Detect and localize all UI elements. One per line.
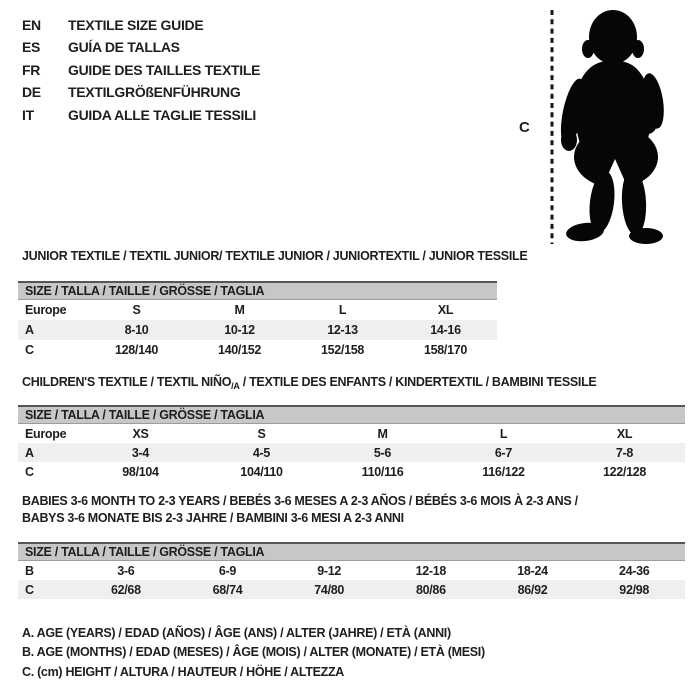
height-cell: 140/152 [217,343,262,357]
age-cell: 6-9 [218,563,237,578]
babies-section-title [22,493,578,527]
language-list [22,14,260,126]
table-row-height [18,462,685,481]
children-section-title [22,375,596,391]
age-cell: 9-12 [317,563,342,578]
legend-line-b: B. AGE (MONTHS) / EDAD (MESES) / ÂGE (MOIS) / ALTER (MONATE) / ETÀ (MESI) [22,645,485,660]
row-label: C [25,343,34,357]
language-code: FR [22,61,41,78]
height-cell: 122/128 [602,464,647,479]
language-label: GUIDA ALLE TAGLIE TESSILI [68,106,256,123]
size-header-bar: SIZE / TALLA / TAILLE / GRÖSSE / TAGLIA [18,542,685,561]
size-header-bar: SIZE / TALLA / TAILLE / GRÖSSE / TAGLIA [18,281,497,300]
language-row-fr [22,59,260,81]
size-cell: XL [616,426,633,441]
babies-title-line2: BABYS 3-6 MONATE BIS 2-3 JAHRE / BAMBINI 3-6 MESI A 2-3 ANNI [22,511,404,525]
age-cell: 8-10 [124,323,149,337]
row-label: Europe [25,303,67,317]
size-cell: S [257,426,266,441]
height-cell: 80/86 [415,582,446,597]
height-cell: 86/92 [517,582,548,597]
measurement-legend [22,624,485,682]
babies-size-table [18,542,685,599]
language-code: IT [22,106,34,123]
row-label: B [25,563,34,578]
babies-title-line1: BABIES 3-6 MONTH TO 2-3 YEARS / BEBÉS 3-6 MESES A 2-3 AÑOS / BÉBÉS 3-6 MOIS À 2-3 ANS / [22,494,578,508]
children-size-table [18,405,685,481]
size-cell: L [499,426,508,441]
size-cell: M [377,426,388,441]
language-row-en [22,14,260,36]
height-measure-label: C [519,119,530,136]
age-cell: 7-8 [615,445,634,460]
height-dashed-line-icon [550,10,554,244]
junior-size-table [18,281,497,360]
language-row-es [22,36,260,58]
language-row-de [22,81,260,103]
age-cell: 24-36 [618,563,650,578]
language-label: TEXTILGRÖßENFÜHRUNG [68,84,241,101]
age-cell: 6-7 [494,445,513,460]
language-code: ES [22,39,41,56]
table-row-height [18,340,497,360]
age-cell: 3-4 [131,445,150,460]
height-cell: 98/104 [122,464,159,479]
language-label: GUIDE DES TAILLES TEXTILE [68,61,261,78]
table-row-height [18,580,685,599]
age-cell: 3-6 [117,563,135,578]
legend-line-a: A. AGE (YEARS) / EDAD (AÑOS) / ÂGE (ANS) / ALTER (JAHRE) / ETÀ (ANNI) [22,626,451,640]
size-cell: L [338,303,347,317]
height-cell: 128/140 [114,343,159,357]
height-cell: 62/68 [110,582,141,597]
age-cell: 12-13 [327,323,358,337]
language-label: GUÍA DE TALLAS [68,39,180,56]
language-row-it [22,104,260,126]
age-cell: 4-5 [252,445,271,460]
height-cell: 74/80 [314,582,345,597]
age-cell: 14-16 [430,323,461,337]
row-label: C [25,464,34,479]
size-cell: XS [132,426,149,441]
height-cell: 92/98 [619,582,650,597]
height-cell: 104/110 [240,464,283,479]
height-cell: 152/158 [320,343,365,357]
children-title-part2: / TEXTILE DES ENFANTS / KINDERTEXTIL / BAMBINI TESSILE [239,375,597,389]
row-label: A [25,323,34,337]
table-row-europe [18,300,497,320]
age-cell: 18-24 [517,563,548,578]
table-row-age [18,320,497,340]
language-code: EN [22,17,41,33]
age-cell: 12-18 [415,563,447,578]
row-label: A [25,445,34,460]
size-cell: S [132,303,141,317]
table-row-europe [18,424,685,443]
children-title-part1: CHILDREN'S TEXTILE / TEXTIL NIÑO [22,375,232,389]
age-cell: 10-12 [224,323,255,337]
table-row-age [18,443,685,462]
row-label: C [25,582,34,597]
height-cell: 116/122 [482,464,525,479]
language-code: DE [22,84,41,101]
size-cell: M [234,303,245,317]
size-cell: XL [437,303,454,317]
children-title-subscript: /A [231,381,240,391]
legend-line-c: C. (cm) HEIGHT / ALTURA / HAUTEUR / HÖHE / ALTEZZA [22,664,345,679]
size-header-bar: SIZE / TALLA / TAILLE / GRÖSSE / TAGLIA [18,405,685,424]
row-label: Europe [25,426,67,441]
language-label: TEXTILE SIZE GUIDE [68,17,204,33]
height-cell: 110/116 [361,464,404,479]
junior-section-title: JUNIOR TEXTILE / TEXTIL JUNIOR/ TEXTILE JUNIOR / JUNIORTEXTIL / JUNIOR TESSILE [22,249,528,263]
toddler-silhouette-icon [556,9,695,246]
age-cell: 5-6 [373,445,392,460]
table-row-age-months [18,561,685,580]
height-cell: 158/170 [423,343,468,357]
height-cell: 68/74 [212,582,243,597]
